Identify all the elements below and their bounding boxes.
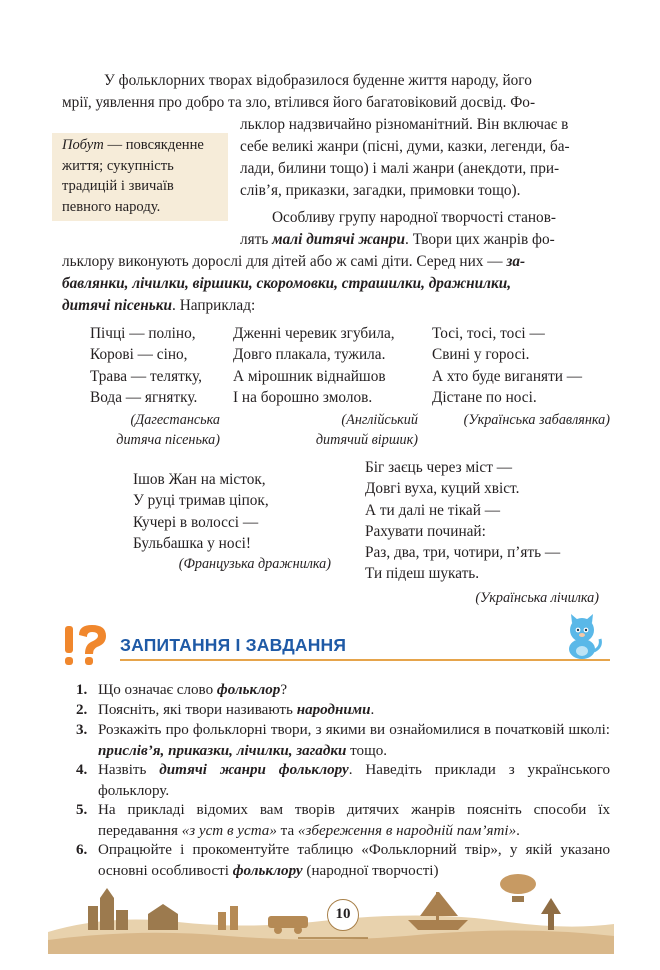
question-exclamation-icon xyxy=(62,623,114,667)
section-title: ЗАПИТАННЯ І ЗАВДАННЯ xyxy=(120,635,347,655)
blue-cat-mascot-icon xyxy=(560,613,604,661)
question-1: 1. Що означає слово фольклор? xyxy=(76,680,610,701)
poem-source: (Французька дражнилка) xyxy=(178,556,331,573)
question-text: Розкажіть про фольклорні твори, з якими ви ознайомилися в початковій школі: прислів’я, приказки, лічилки, загадки тощо. xyxy=(98,722,610,759)
page-number: 10 xyxy=(327,899,359,931)
genres-line-3: льклору виконують дорослі для дітей або ж самі діти. Серед них — за- xyxy=(62,253,526,270)
poem-source: (Англійський дитячий віршик) xyxy=(315,412,418,449)
question-2: 2. Поясніть, які твори називають народними. xyxy=(76,700,610,721)
intro-line-1: У фольклорних творах відобразилося буденне життя народу, його xyxy=(104,72,532,89)
intro-line-6: слів’я, приказки, загадки, примовки тощо). xyxy=(240,182,521,199)
question-text: Назвіть дитячі жанри фольклору. Наведіть приклади з українського фольклору. xyxy=(98,762,610,799)
question-text: Що означає слово фольклор? xyxy=(98,682,288,698)
poem-source: (Дагестанська дитяча пісенька) xyxy=(116,412,220,449)
genres-line-5: дитячі пісеньки. Наприклад: xyxy=(62,297,256,314)
question-text: Опрацюйте і прокоментуйте таблицю «Фольклорний твір», у якій указано основні особливості фольклору (народної творчості) xyxy=(98,842,610,879)
poem-french: Ішов Жан на місток, У руці тримав ціпок, Кучері в волоссі — Бульбашка у носі! (Французька дражнилка) xyxy=(133,471,331,573)
intro-line-3: льклор надзвичайно різноманітний. Він включає в xyxy=(240,116,569,133)
poem-english: Дженні черевик згубила, Довго плакала, тужила. А мірошник віднайшов І на борошно змолов. (Англійський дитячий віршик) xyxy=(233,325,418,449)
genre-list: бавлянки, лічилки, віршики, скоромовки, страшилки, дражнилки, xyxy=(62,275,512,292)
poem-dagestan: Пічці — поліно, Корові — сіно, Трава — телятку, Вода — ягнятку. (Дагестанська дитяча пісенька) xyxy=(90,325,220,449)
section-rule xyxy=(120,659,610,661)
term-small-children-genres: малі дитячі жанри xyxy=(272,231,406,248)
poem-ukrainian-zabavlyanka: Тосі, тосі, тосі — Свині у горосі. А хто буде виганяти — Дістане по носі. (Українська забавлянка) xyxy=(432,325,610,429)
poem-source: (Українська забавлянка) xyxy=(463,412,610,429)
question-text: На прикладі відомих вам творів дитячих жанрів поясніть способи їх передавання «з уст в уста» та «збереження в народній пам’яті». xyxy=(98,802,610,839)
genres-line-4 xyxy=(62,273,610,295)
poem-source: (Українська лічилка) xyxy=(475,589,599,606)
question-4: 4. Назвіть дитячі жанри фольклору. Наведіть приклади з українського фольклору. xyxy=(76,760,610,801)
poem-ukrainian-lichylka: Біг заєць через міст — Довгі вуха, куций хвіст. А ти далі не тікай — Рахувати починай: Раз, два, три, чотири, п’ять — Ти підеш шукать. (Українська лічилка) xyxy=(365,459,599,606)
intro-line-4: себе великі жанри (пісні, думи, казки, легенди, ба- xyxy=(240,138,570,155)
note-text: — повсякденне життя; сукупність традицій і звичаїв певного народу. xyxy=(62,137,204,215)
section-header xyxy=(62,625,607,667)
question-5: 5. На прикладі відомих вам творів дитячих жанрів поясніть способи їх передавання «з уст в уста» та «збереження в народній пам’яті». xyxy=(76,800,610,841)
genres-line-2: лять малі дитячі жанри. Твори цих жанрів фо- xyxy=(240,231,555,248)
note-term: Побут xyxy=(62,137,104,153)
intro-line-5: лади, билини тощо) і малі жанри (анекдоти, при- xyxy=(240,160,560,177)
question-6: 6. Опрацюйте і прокоментуйте таблицю «Фольклорний твір», у якій указано основні особливості фольклору (народної творчості) xyxy=(76,840,610,881)
definition-note xyxy=(52,133,228,221)
intro-line-2: мрії, уявлення про добро та зло, втілився його багатовіковий досвід. Фо- xyxy=(62,94,536,111)
genres-line-1: Особливу групу народної творчості станов- xyxy=(272,209,557,226)
question-text: Поясніть, які твори називають народними. xyxy=(98,702,375,718)
question-3: 3. Розкажіть про фольклорні твори, з якими ви ознайомилися в початковій школі: прислів’я, приказки, лічилки, загадки тощо. xyxy=(76,720,610,761)
